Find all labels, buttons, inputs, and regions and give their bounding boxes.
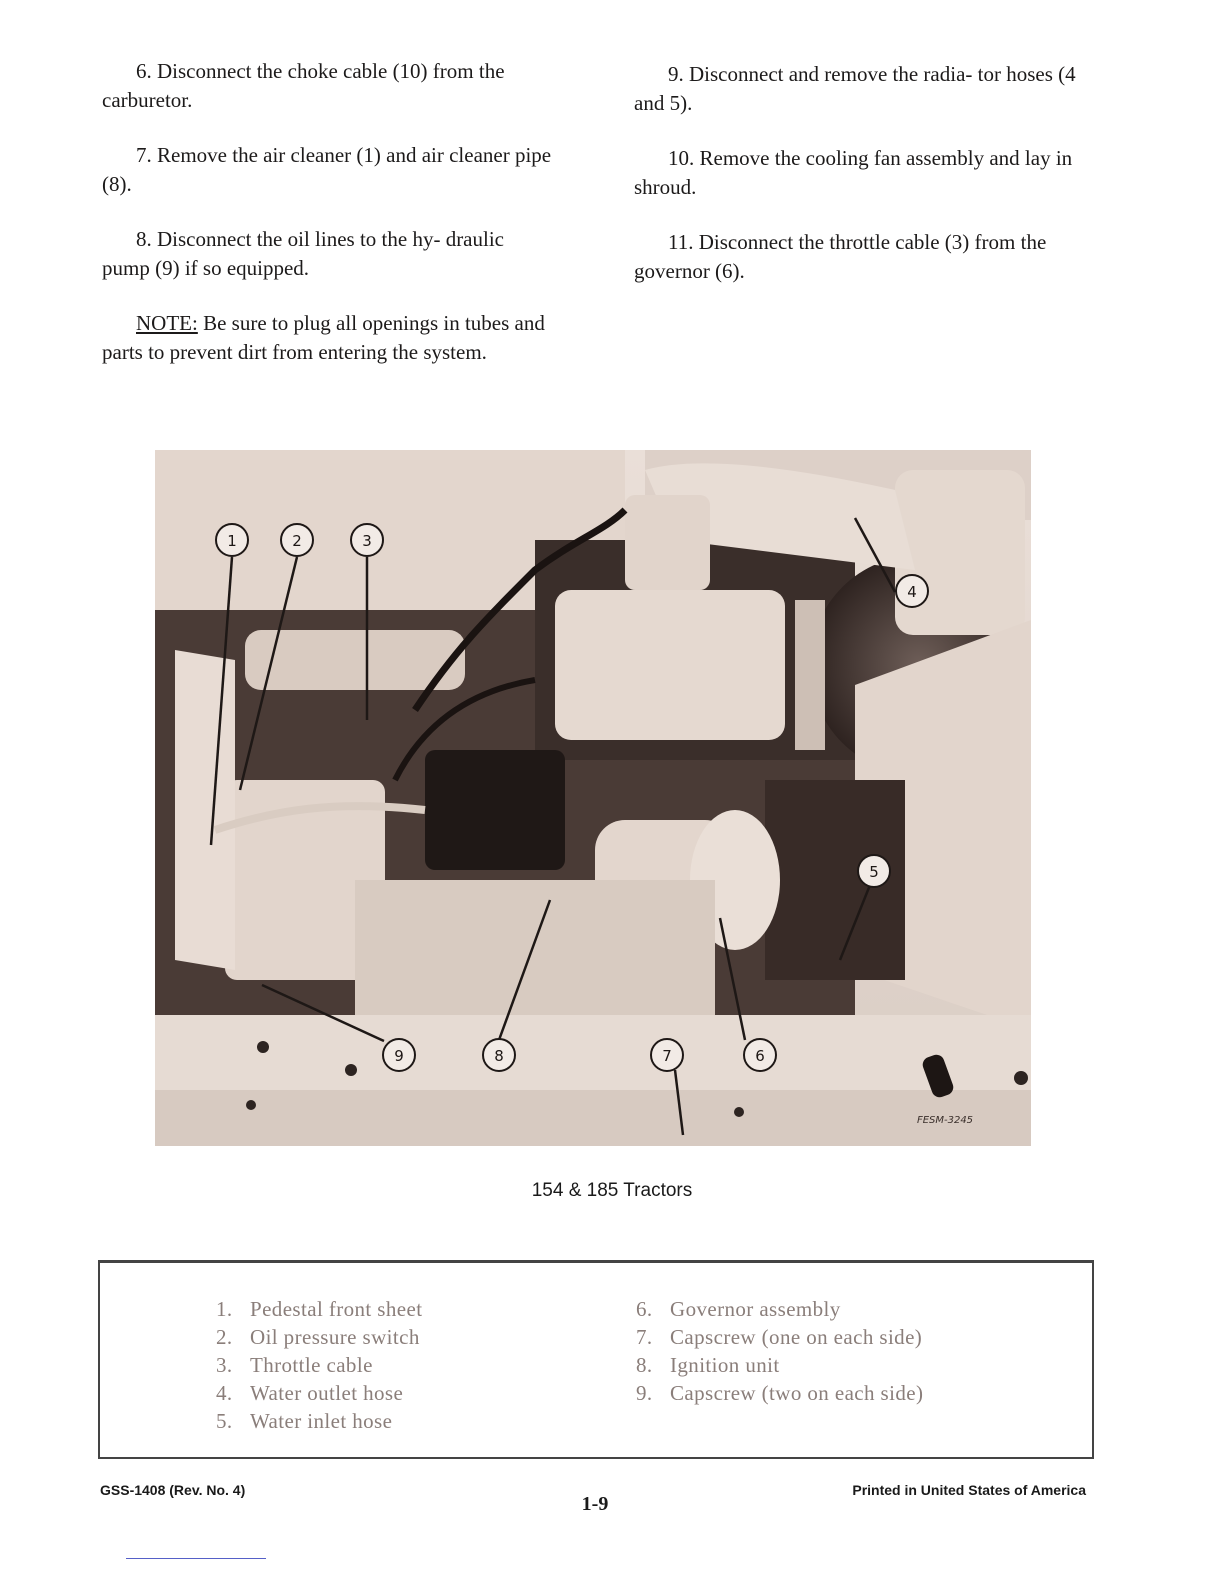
- figure-caption: 154 & 185 Tractors: [531, 1180, 693, 1201]
- legend-right-column: [636, 1295, 923, 1407]
- note-paragraph: [102, 309, 552, 367]
- svg-text:5: 5: [869, 863, 879, 881]
- callout-8: [483, 1039, 515, 1071]
- footer-document-id: GSS-1408 (Rev. No. 4): [100, 1482, 246, 1498]
- engine-photo-figure: [155, 450, 1031, 1146]
- svg-text:6: 6: [755, 1047, 765, 1065]
- legend-item: 7. Capscrew (one on each side): [636, 1325, 923, 1349]
- step-11: 11. Disconnect the throttle cable (3) from the governor (6).: [634, 230, 1047, 283]
- legend-item: 5. Water inlet hose: [216, 1409, 393, 1433]
- legend-item: 6. Governor assembly: [636, 1297, 841, 1321]
- legend-item: 1. Pedestal front sheet: [216, 1297, 423, 1321]
- callout-3: [351, 524, 383, 556]
- page-number: 1-9: [581, 1493, 609, 1515]
- legend-left-column: [216, 1295, 422, 1435]
- note-text: Be sure to plug all openings in tubes and parts to prevent dirt from entering the system.: [102, 311, 545, 364]
- instructions-left-column: [102, 57, 552, 393]
- step-8: 8. Disconnect the oil lines to the hy- draulic pump (9) if so equipped.: [102, 227, 504, 280]
- svg-text:7: 7: [662, 1047, 672, 1065]
- callout-6: [744, 1039, 776, 1071]
- step-10: 10. Remove the cooling fan assembly and lay in shroud.: [634, 146, 1073, 199]
- note-label: NOTE:: [136, 311, 198, 335]
- step-9: 9. Disconnect and remove the radia- tor hoses (4 and 5).: [634, 62, 1076, 115]
- svg-text:8: 8: [494, 1047, 504, 1065]
- step-6: 6. Disconnect the choke cable (10) from the carburetor.: [102, 59, 505, 112]
- callout-1: [216, 524, 248, 556]
- step-7: 7. Remove the air cleaner (1) and air cleaner pipe (8).: [102, 143, 552, 196]
- legend-item: 4. Water outlet hose: [216, 1381, 404, 1405]
- figure-code: FESM-3245: [916, 1115, 974, 1126]
- legend-item: 2. Oil pressure switch: [216, 1325, 420, 1349]
- legend-item: 9. Capscrew (two on each side): [636, 1381, 924, 1405]
- bottom-rule: [126, 1558, 266, 1559]
- callout-4: [896, 575, 928, 607]
- figure-legend-box: [98, 1260, 1094, 1459]
- footer-printed-notice: Printed in United States of America: [852, 1482, 1086, 1498]
- svg-text:4: 4: [907, 583, 917, 601]
- callout-5: [858, 855, 890, 887]
- instructions-right-column: [634, 60, 1094, 312]
- engine-photo-illustration: [155, 450, 1031, 1146]
- callout-7: [651, 1039, 683, 1071]
- callout-2: [281, 524, 313, 556]
- callout-9: [383, 1039, 415, 1071]
- svg-text:1: 1: [227, 532, 237, 550]
- legend-item: 3. Throttle cable: [216, 1353, 373, 1377]
- svg-text:9: 9: [394, 1047, 404, 1065]
- svg-text:3: 3: [362, 532, 372, 550]
- legend-item: 8. Ignition unit: [636, 1353, 780, 1377]
- svg-text:2: 2: [292, 532, 302, 550]
